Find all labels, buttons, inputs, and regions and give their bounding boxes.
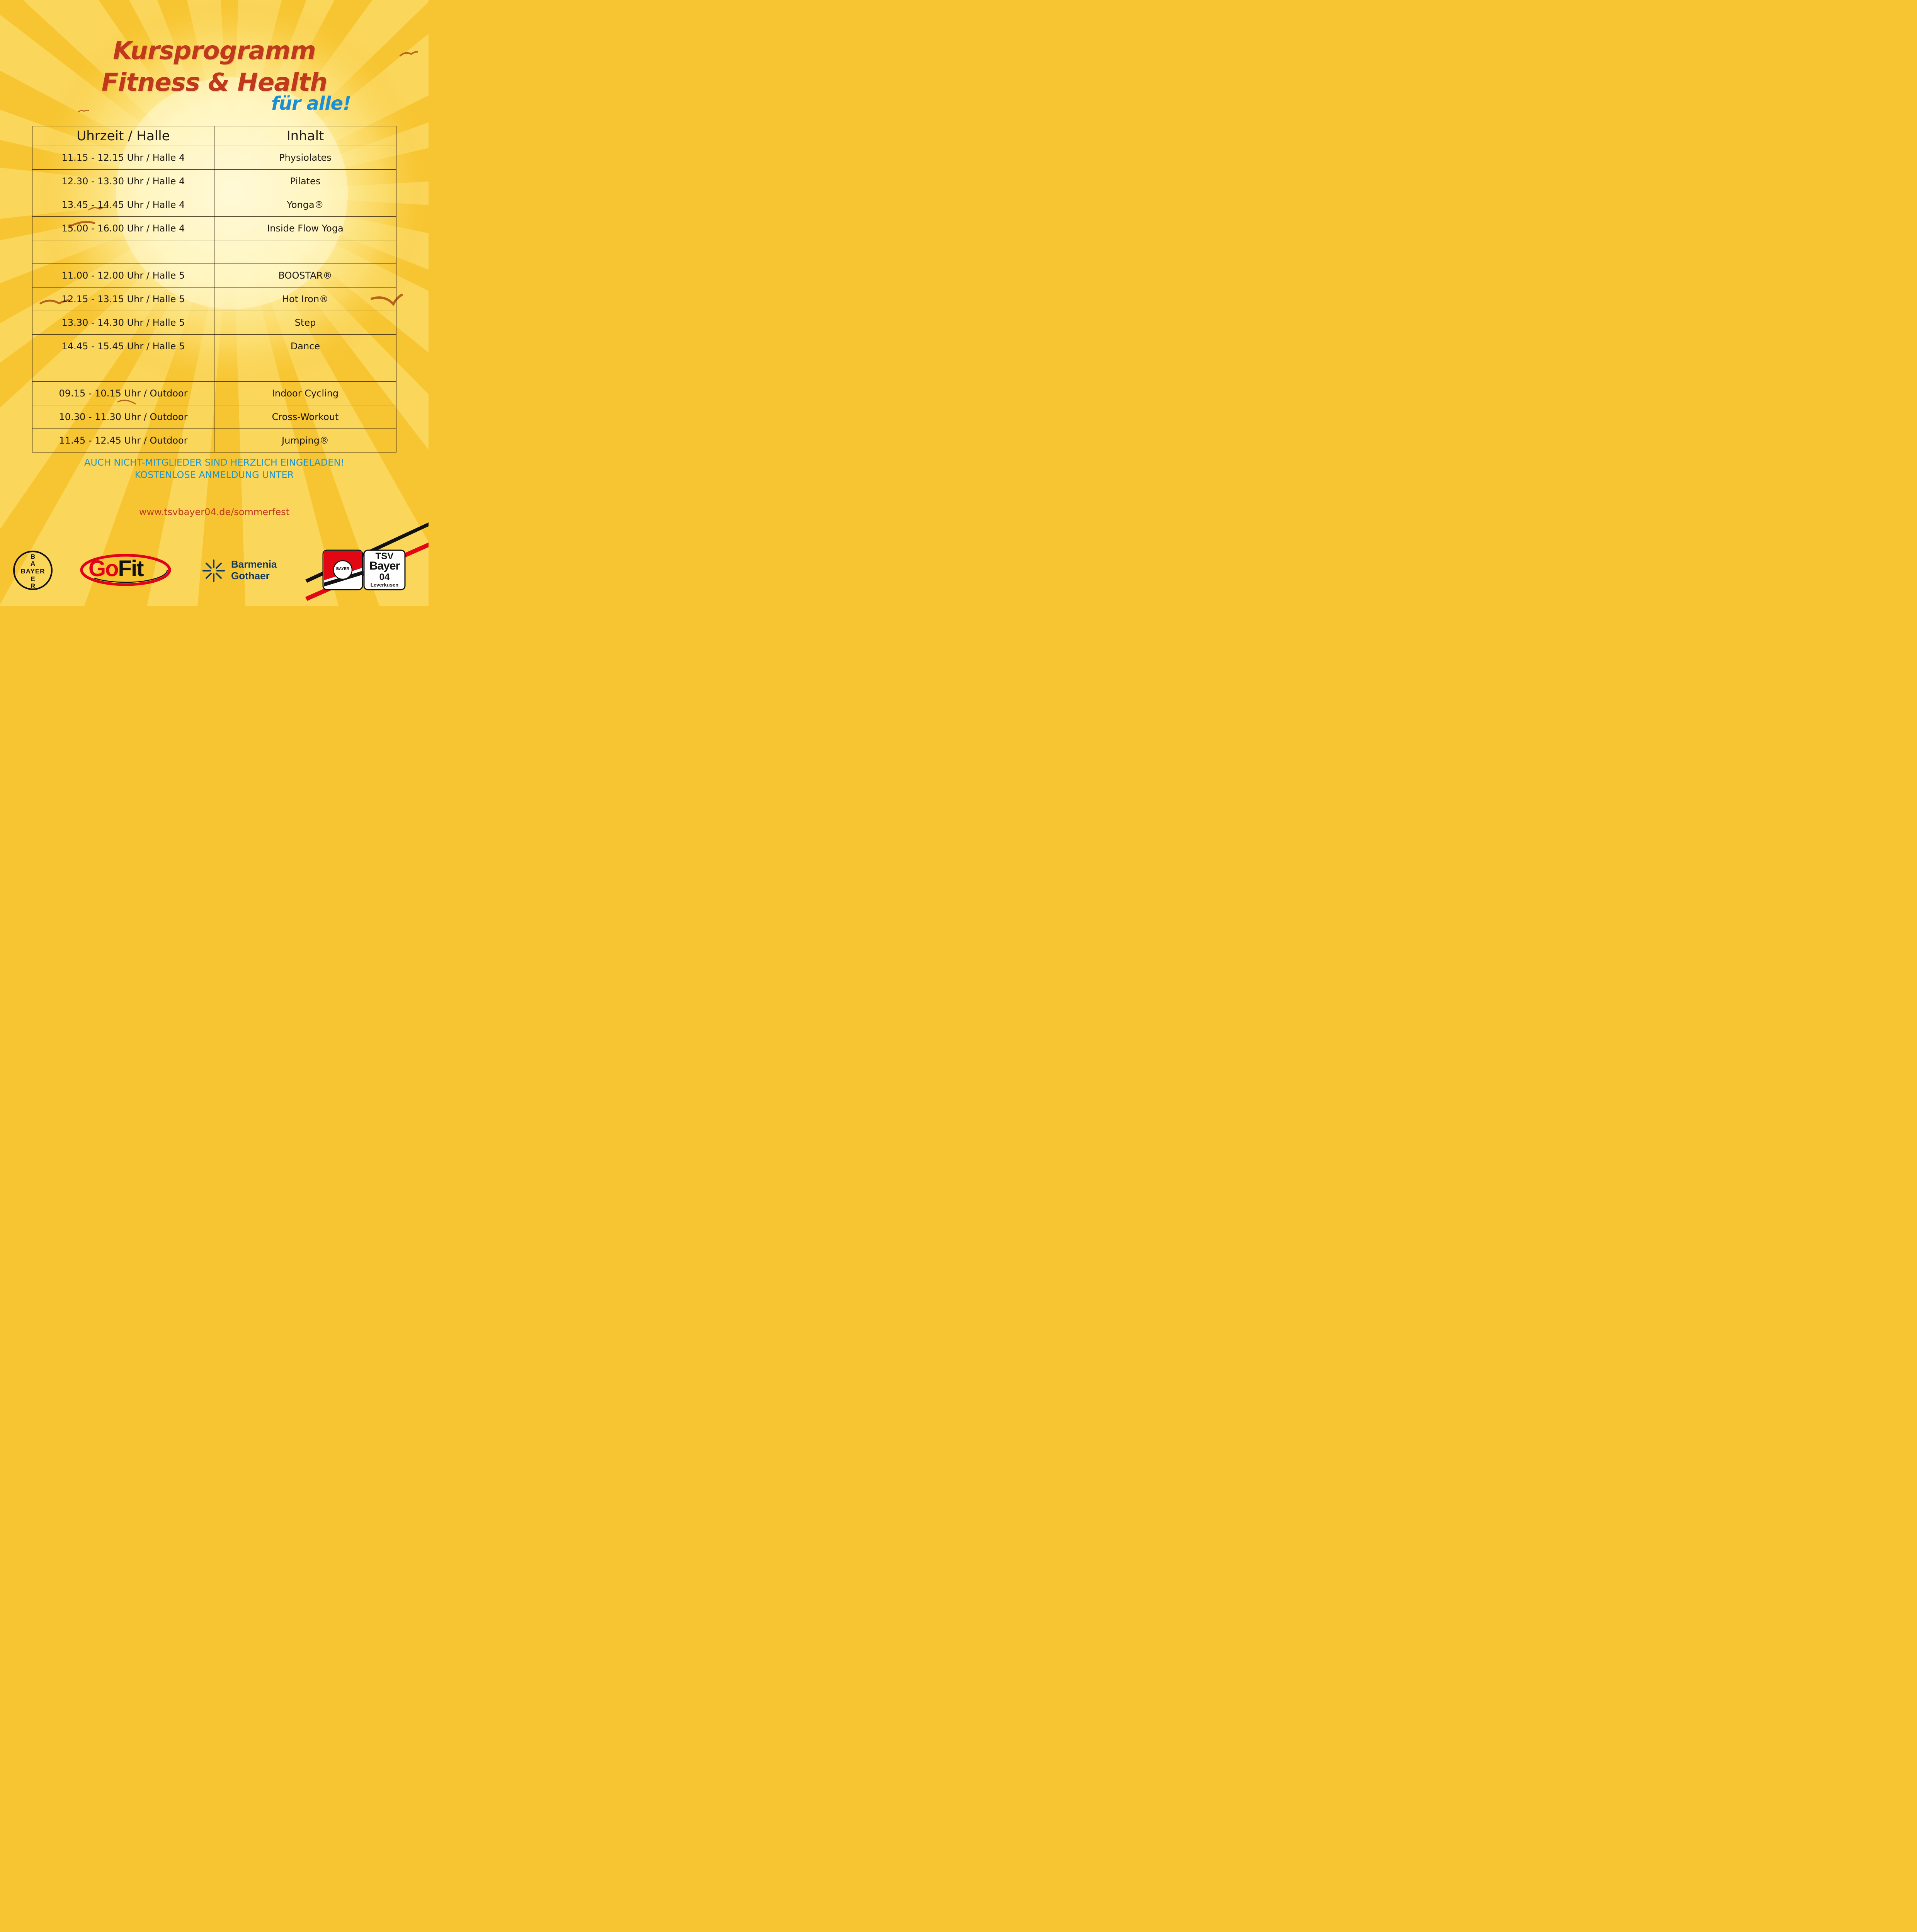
course-cell: Inside Flow Yoga [214, 217, 396, 240]
course-cell: Physiolates [214, 146, 396, 170]
tsv-bayer-04-logo [322, 549, 406, 590]
course-cell: Step [214, 311, 396, 335]
course-cell [214, 358, 396, 382]
table-row [32, 429, 396, 452]
bayer-horizontal-word: BAYER [20, 568, 45, 575]
course-cell [214, 240, 396, 264]
column-header-content: Inhalt [214, 126, 396, 146]
course-cell: Yonga® [214, 193, 396, 217]
time-hall-cell: 14.45 - 15.45 Uhr / Halle 5 [32, 335, 214, 358]
time-hall-cell: 11.45 - 12.45 Uhr / Outdoor [32, 429, 214, 452]
barmenia-wordmark [231, 559, 277, 582]
bayer-letter-e: E [31, 575, 35, 583]
notice-line-1: AUCH NICHT-MITGLIEDER SIND HERZLICH EINGELADEN! [84, 457, 345, 468]
table-row [32, 146, 396, 170]
time-hall-cell: 11.15 - 12.15 Uhr / Halle 4 [32, 146, 214, 170]
course-cell: BOOSTAR® [214, 264, 396, 287]
gofit-logo [80, 554, 173, 586]
course-cell: Indoor Cycling [214, 382, 396, 405]
gofit-wordmark [88, 558, 143, 580]
table-row-empty [32, 240, 396, 264]
bayer-letter-a: A [30, 560, 36, 567]
time-hall-cell: 12.15 - 13.15 Uhr / Halle 5 [32, 287, 214, 311]
table-row-empty [32, 358, 396, 382]
course-cell: Cross-Workout [214, 405, 396, 429]
time-hall-cell: 13.45 - 14.45 Uhr / Halle 4 [32, 193, 214, 217]
time-hall-cell [32, 240, 214, 264]
notice-line-2: KOSTENLOSE ANMELDUNG UNTER [134, 469, 294, 480]
bayer-cross-logo [13, 550, 53, 590]
course-cell: Hot Iron® [214, 287, 396, 311]
title-line-2: Fitness & Health [101, 68, 327, 97]
registration-link[interactable]: www.tsvbayer04.de/sommerfest [139, 507, 290, 517]
title-line-1: Kursprogramm [113, 37, 316, 65]
time-hall-cell: 10.30 - 11.30 Uhr / Outdoor [32, 405, 214, 429]
tsv-number: 04 [379, 572, 390, 582]
bayer-letter-b: B [30, 553, 36, 560]
column-header-time-hall: Uhrzeit / Halle [32, 126, 214, 146]
bayer-letter-r: R [30, 582, 36, 590]
time-hall-cell: 13.30 - 14.30 Uhr / Halle 5 [32, 311, 214, 335]
tsv-bayer-label: Bayer [369, 560, 400, 572]
course-schedule-table [32, 126, 396, 452]
table-row [32, 382, 396, 405]
time-hall-cell: 09.15 - 10.15 Uhr / Outdoor [32, 382, 214, 405]
tsv-label: TSV [375, 551, 394, 561]
barmenia-name: Barmenia [231, 558, 277, 570]
gofit-fit: Fit [118, 556, 143, 581]
table-row [32, 217, 396, 240]
barmenia-star-icon [202, 559, 226, 583]
tsv-seal-text: BAYER [336, 567, 350, 571]
course-cell: Dance [214, 335, 396, 358]
gothaer-name: Gothaer [231, 570, 270, 582]
time-hall-cell: 12.30 - 13.30 Uhr / Halle 4 [32, 170, 214, 193]
table-row [32, 335, 396, 358]
time-hall-cell: 15.00 - 16.00 Uhr / Halle 4 [32, 217, 214, 240]
time-hall-cell: 11.00 - 12.00 Uhr / Halle 5 [32, 264, 214, 287]
table-header-row [32, 126, 396, 146]
gofit-go: Go [88, 556, 118, 581]
time-hall-cell [32, 358, 214, 382]
course-cell: Jumping® [214, 429, 396, 452]
table-row [32, 170, 396, 193]
table-row [32, 264, 396, 287]
table-row [32, 193, 396, 217]
table-row [32, 287, 396, 311]
table-row [32, 311, 396, 335]
table-row [32, 405, 396, 429]
tsv-city: Leverkusen [370, 582, 399, 588]
barmenia-gothaer-logo [202, 558, 291, 583]
course-cell: Pilates [214, 170, 396, 193]
subtitle: für alle! [271, 93, 351, 114]
